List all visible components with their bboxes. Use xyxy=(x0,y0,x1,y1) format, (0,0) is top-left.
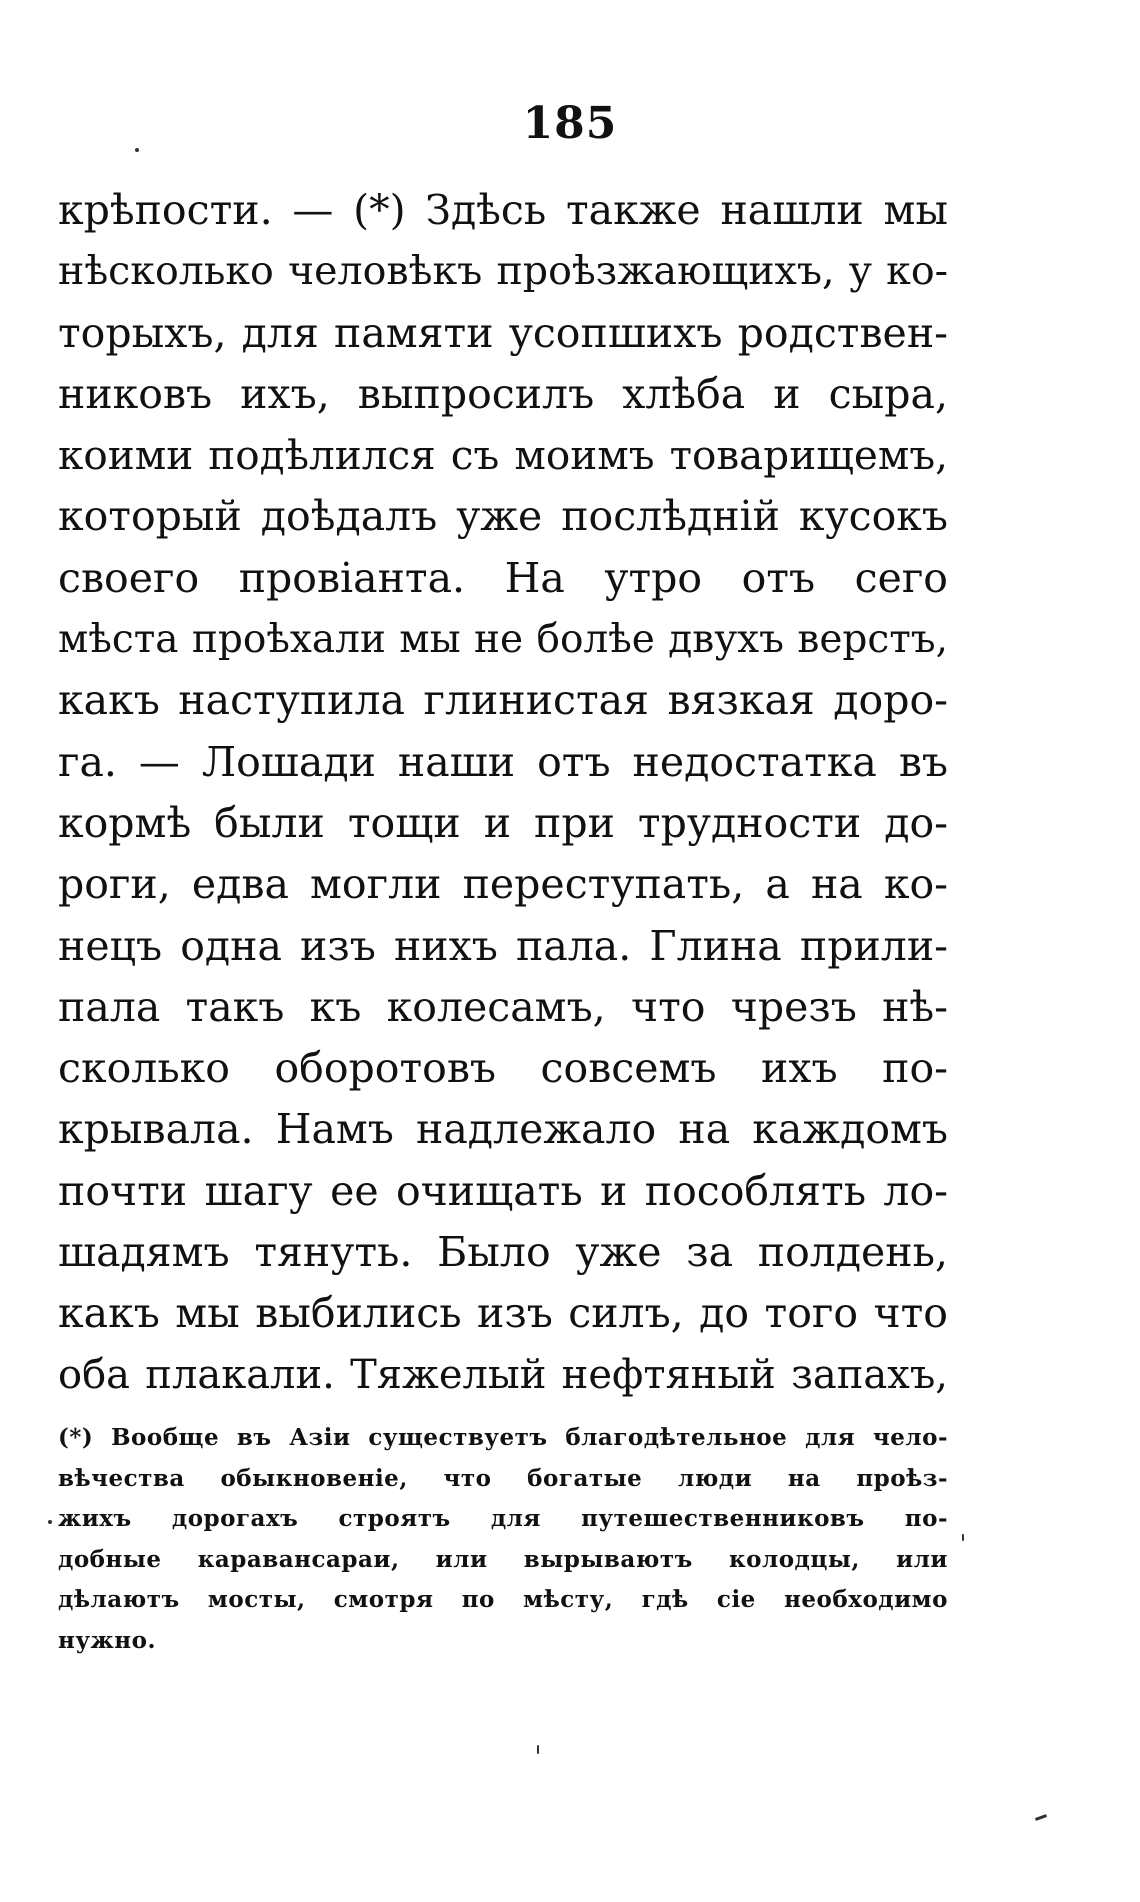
text-line: пала такъ къ колесамъ, что чрезъ нѣ- xyxy=(58,982,948,1031)
scan-speck xyxy=(48,1520,52,1524)
text-line: своего провіанта. На утро отъ сего xyxy=(58,553,948,602)
text-line: нецъ одна изъ нихъ пала. Глина прили- xyxy=(58,921,948,970)
footnote-line: вѣчества обыкновеніе, что богатые люди на проѣз- xyxy=(58,1464,948,1492)
text-line: торыхъ, для памяти усопшихъ родствен- xyxy=(58,308,948,357)
text-line: который доѣдалъ уже послѣдній кусокъ xyxy=(58,492,948,541)
text-line: коими подѣлился съ моимъ товарищемъ, xyxy=(58,431,948,480)
text-line: какъ мы выбились изъ силъ, до того что xyxy=(58,1289,948,1338)
text-line: никовъ ихъ, выпросилъ хлѣба и сыра, xyxy=(58,369,948,418)
text-line: почти шагу ее очищать и пособлять ло- xyxy=(58,1166,948,1215)
scan-speck xyxy=(537,1745,539,1754)
text-line: сколько оборотовъ совсемъ ихъ по- xyxy=(58,1044,948,1093)
footnote-line: дѣлаютъ мосты, смотря по мѣсту, гдѣ сіе необходимо xyxy=(58,1586,948,1613)
text-line: шадямъ тянуть. Было уже за полдень, xyxy=(58,1228,948,1277)
main-text xyxy=(58,180,948,1406)
text-line: какъ наступила глинистая вязкая доро- xyxy=(58,676,948,725)
footnote-line: жихъ дорогахъ строятъ для путешественниковъ по- xyxy=(58,1505,948,1532)
scan-speck xyxy=(962,1534,964,1541)
text-line: га. — Лошади наши отъ недостатка въ xyxy=(58,737,948,786)
scan-speck xyxy=(1035,1814,1047,1821)
text-line: мѣста проѣхали мы не болѣе двухъ верстъ, xyxy=(58,617,948,663)
text-line: крѣпости. — (*) Здѣсь также нашли мы xyxy=(58,186,948,234)
page-number: 185 xyxy=(522,98,618,149)
scan-speck xyxy=(135,148,139,152)
text-line: нѣсколько человѣкъ проѣзжающихъ, у ко- xyxy=(58,248,948,295)
footnote-line: добные каравансараи, или вырываютъ колодцы, или xyxy=(58,1545,948,1573)
footnote xyxy=(58,1418,948,1661)
text-line: крывала. Намъ надлежало на каждомъ xyxy=(58,1105,948,1154)
text-line: кормѣ были тощи и при трудности до- xyxy=(58,798,948,847)
footnote-line: нужно. xyxy=(58,1626,156,1654)
text-line: роги, едва могли переступать, а на ко- xyxy=(58,860,948,909)
text-line: оба плакали. Тяжелый нефтяный запахъ, xyxy=(58,1351,948,1398)
footnote-line: (*) Вообще въ Азіи существуетъ благодѣтельное для чело- xyxy=(58,1424,948,1451)
